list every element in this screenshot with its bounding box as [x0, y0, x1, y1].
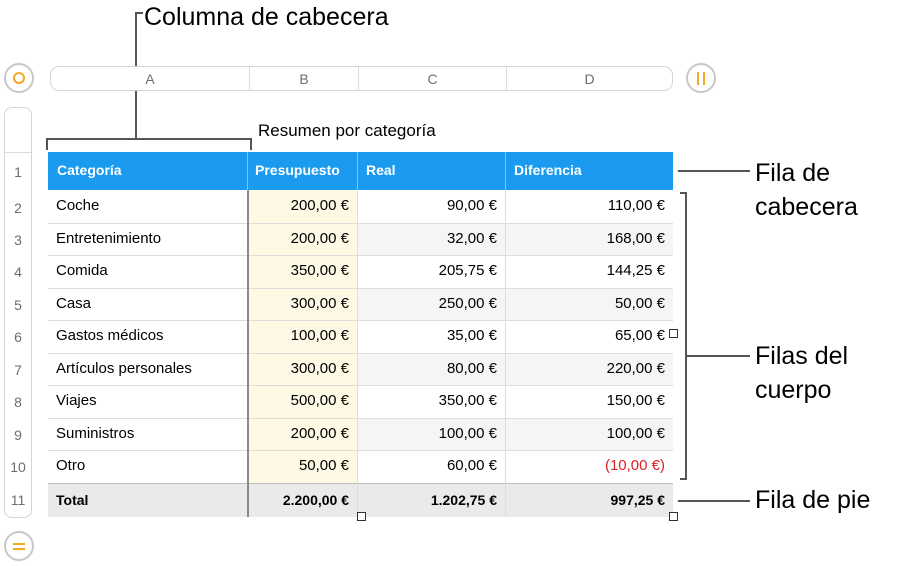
header-divider: [357, 152, 358, 190]
row-number[interactable]: 3: [14, 232, 22, 248]
table-cell[interactable]: 200,00 €: [247, 190, 357, 223]
table-cell[interactable]: 32,00 €: [357, 223, 505, 255]
row-number[interactable]: 2: [14, 200, 22, 216]
row-number[interactable]: 11: [10, 492, 26, 508]
header-column-separator: [247, 190, 249, 517]
column-letter-c[interactable]: C: [427, 71, 438, 87]
equals-icon: [13, 543, 25, 550]
table-cell[interactable]: Suministros: [56, 425, 135, 442]
footer-separator: [48, 483, 673, 484]
circle-icon: [13, 72, 25, 84]
callout-body-rows-line1: Filas del: [755, 342, 849, 370]
negative-value-cell[interactable]: (10,00 €): [604, 457, 665, 474]
row-gridline: [48, 255, 673, 256]
callout-header-column: Columna de cabecera: [144, 3, 389, 31]
table-cell[interactable]: Casa: [56, 295, 92, 312]
table-cell[interactable]: Entretenimiento: [56, 230, 162, 247]
callout-bracket-body-rows: [680, 192, 687, 480]
table-cell[interactable]: 150,00 €: [606, 392, 665, 409]
table-cell[interactable]: Gastos médicos: [56, 327, 164, 344]
table-cell[interactable]: 100,00 €: [357, 418, 505, 450]
table-cell[interactable]: Otro: [56, 457, 86, 474]
table-cell[interactable]: Artículos personales: [56, 360, 192, 377]
table-cell[interactable]: Coche: [56, 197, 100, 214]
callout-line-body-rows: [687, 355, 750, 357]
row-number[interactable]: 6: [14, 329, 22, 345]
footer-cell-budget[interactable]: 2.200,00 €: [247, 484, 357, 517]
row-gridline: [48, 385, 673, 386]
row-number[interactable]: 1: [14, 164, 22, 180]
row-gridline: [48, 353, 673, 354]
header-cell-difference[interactable]: Diferencia: [505, 152, 673, 190]
header-divider: [247, 152, 248, 190]
header-column-bracket: [46, 138, 252, 150]
table-cell[interactable]: 220,00 €: [505, 353, 673, 385]
header-cell-budget[interactable]: Presupuesto: [247, 152, 357, 190]
footer-cell-label[interactable]: Total: [48, 484, 247, 517]
table-cell[interactable]: 168,00 €: [505, 223, 673, 255]
callout-body-rows-line2: cuerpo: [755, 376, 832, 404]
select-all-button[interactable]: [4, 63, 34, 93]
row-gridline: [48, 288, 673, 289]
column-letter-b[interactable]: B: [299, 71, 309, 87]
resize-handle-right[interactable]: [669, 329, 678, 338]
header-divider: [505, 152, 506, 190]
table-cell[interactable]: 250,00 €: [357, 288, 505, 320]
table-cell[interactable]: Viajes: [56, 392, 97, 409]
table-cell[interactable]: 90,00 €: [446, 197, 497, 214]
header-cell-category[interactable]: Categoría: [48, 152, 247, 190]
table-cell[interactable]: Comida: [56, 262, 108, 279]
table-cell[interactable]: 144,25 €: [606, 262, 665, 279]
row-gridline: [48, 320, 673, 321]
column-gridline: [505, 190, 506, 517]
callout-header-row-line1: Fila de: [755, 159, 831, 187]
column-gridline: [357, 190, 358, 517]
callout-line-header-column-tick: [135, 12, 143, 14]
table-cell[interactable]: 500,00 €: [247, 385, 357, 418]
row-number[interactable]: 9: [14, 427, 22, 443]
row-divider: [5, 152, 31, 153]
table-cell[interactable]: 80,00 €: [357, 353, 505, 385]
footer-cell-actual[interactable]: 1.202,75 €: [357, 484, 505, 517]
pause-bars-icon: [697, 72, 705, 85]
add-row-button[interactable]: [4, 531, 34, 561]
callout-line-header-row: [678, 170, 750, 172]
table-cell[interactable]: 350,00 €: [438, 392, 497, 409]
table-cell[interactable]: 300,00 €: [247, 353, 357, 385]
column-letter-a[interactable]: A: [145, 71, 155, 87]
row-gridline: [48, 418, 673, 419]
header-cell-actual[interactable]: Real: [357, 152, 505, 190]
table[interactable]: [48, 152, 673, 517]
table-cell[interactable]: 35,00 €: [446, 327, 497, 344]
table-cell[interactable]: 110,00 €: [607, 197, 665, 214]
table-cell[interactable]: 50,00 €: [247, 450, 357, 483]
table-cell[interactable]: 200,00 €: [247, 223, 357, 255]
table-title: Resumen por categoría: [258, 121, 436, 140]
table-cell[interactable]: 350,00 €: [247, 255, 357, 288]
row-number[interactable]: 7: [14, 362, 22, 378]
table-cell[interactable]: 205,75 €: [438, 262, 497, 279]
callout-footer-row: Fila de pie: [755, 486, 871, 514]
callout-line-footer-row: [678, 500, 750, 502]
column-letter-d[interactable]: D: [584, 71, 595, 87]
column-header-bar[interactable]: [50, 66, 673, 91]
row-number[interactable]: 5: [14, 297, 22, 313]
table-cell[interactable]: 100,00 €: [505, 418, 673, 450]
footer-cell-difference[interactable]: 997,25 €: [505, 484, 673, 517]
table-cell[interactable]: 100,00 €: [247, 320, 357, 353]
row-gridline: [48, 450, 673, 451]
table-cell[interactable]: 300,00 €: [247, 288, 357, 320]
add-column-button[interactable]: [686, 63, 716, 93]
row-number-bar[interactable]: [4, 107, 32, 518]
table-cell[interactable]: 60,00 €: [446, 457, 497, 474]
table-cell[interactable]: 65,00 €: [614, 327, 665, 344]
row-number[interactable]: 4: [14, 264, 22, 280]
resize-handle-corner[interactable]: [669, 512, 678, 521]
callout-header-row-line2: cabecera: [755, 193, 858, 221]
row-number[interactable]: 10: [10, 459, 26, 475]
row-number[interactable]: 8: [14, 394, 22, 410]
resize-handle-bottom[interactable]: [357, 512, 366, 521]
row-gridline: [48, 223, 673, 224]
table-cell[interactable]: 50,00 €: [505, 288, 673, 320]
table-cell[interactable]: 200,00 €: [247, 418, 357, 450]
